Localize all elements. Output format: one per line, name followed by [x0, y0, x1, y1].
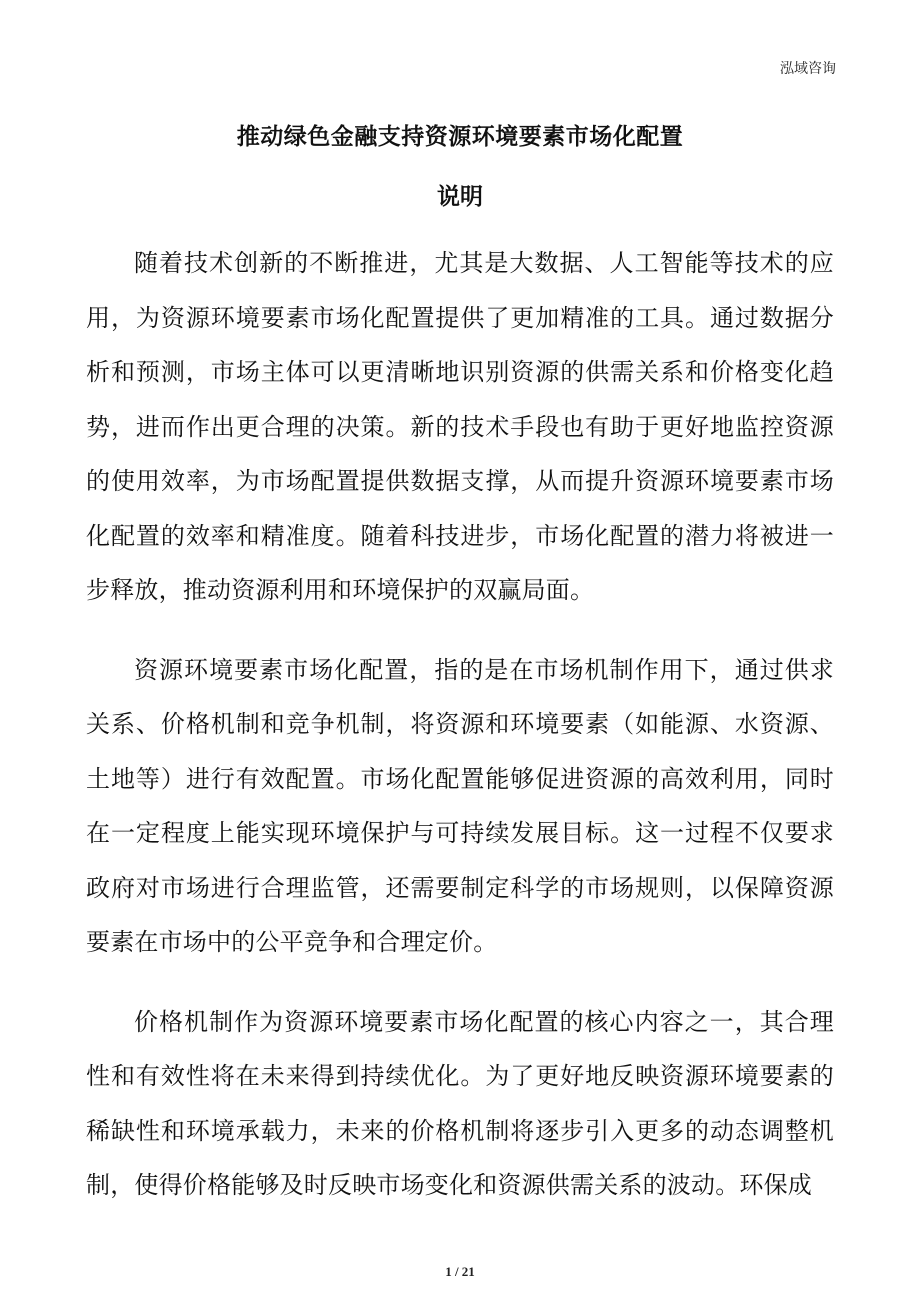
- document-title: 推动绿色金融支持资源环境要素市场化配置: [236, 124, 684, 150]
- paragraph: 价格机制作为资源环境要素市场化配置的核心内容之一，其合理性和有效性将在未来得到持续优化。为了更好地反映资源环境要素的稀缺性和环境承载力，未来的价格机制将逐步引入更多的动态调整机制，使得价格能够及时反映市场变化和资源供需关系的波动。环保成: [86, 1007, 834, 1199]
- document-body: [86, 236, 834, 1238]
- header-company-name: 泓域咨询: [780, 61, 836, 77]
- section-heading: 说明: [437, 184, 483, 210]
- paragraph: 随着技术创新的不断推进，尤其是大数据、人工智能等技术的应用，为资源环境要素市场化配置提供了更加精准的工具。通过数据分析和预测，市场主体可以更清晰地识别资源的供需关系和价格变化趋势，进而作出更合理的决策。新的技术手段也有助于更好地监控资源的使用效率，为市场配置提供数据支撑，从而提升资源环境要素市场化配置的效率和精准度。随着科技进步，市场化配置的潜力将被进一步释放，推动资源利用和环境保护的双赢局面。: [86, 249, 834, 604]
- page-number: 1 / 21: [445, 1264, 475, 1279]
- paragraph: 资源环境要素市场化配置，指的是在市场机制作用下，通过供求关系、价格机制和竞争机制，将资源和环境要素（如能源、水资源、土地等）进行有效配置。市场化配置能够促进资源的高效利用，同时在一定程度上能实现环境保护与可持续发展目标。这一过程不仅要求政府对市场进行合理监管，还需要制定科学的市场规则，以保障资源要素在市场中的公平竞争和合理定价。: [86, 655, 834, 956]
